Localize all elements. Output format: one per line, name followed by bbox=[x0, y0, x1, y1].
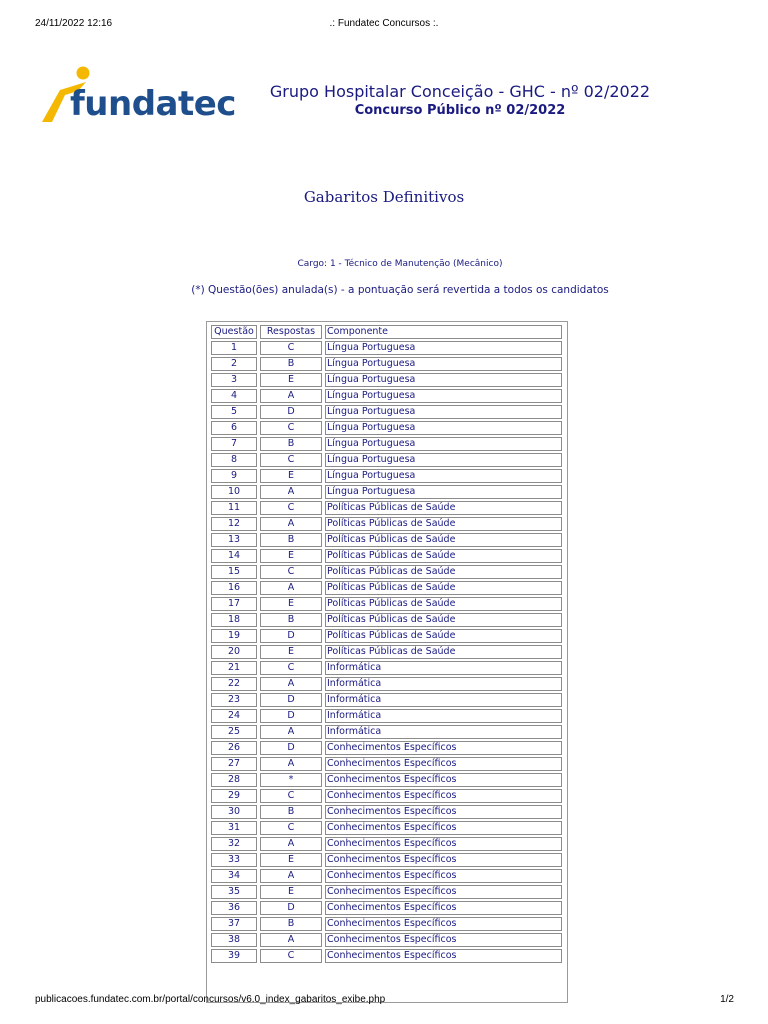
component-name: Políticas Públicas de Saúde bbox=[325, 645, 562, 659]
component-name: Língua Portuguesa bbox=[325, 341, 562, 355]
answer-letter: E bbox=[260, 373, 322, 387]
table-row bbox=[211, 917, 562, 931]
table-row bbox=[211, 373, 562, 387]
table-row bbox=[211, 821, 562, 835]
question-number: 1 bbox=[211, 341, 257, 355]
print-url: publicacoes.fundatec.com.br/portal/concursos/v6.0_index_gabaritos_exibe.php bbox=[35, 994, 386, 1005]
component-name: Políticas Públicas de Saúde bbox=[325, 581, 562, 595]
component-name: Língua Portuguesa bbox=[325, 405, 562, 419]
answer-letter: B bbox=[260, 613, 322, 627]
page-subtitle: Concurso Público nº 02/2022 bbox=[354, 103, 566, 118]
answer-letter: B bbox=[260, 805, 322, 819]
component-name: Conhecimentos Específicos bbox=[325, 837, 562, 851]
table-row bbox=[211, 597, 562, 611]
table-row bbox=[211, 677, 562, 691]
page-title: Grupo Hospitalar Conceição - GHC - nº 02/2022 bbox=[269, 82, 651, 101]
print-page-title: .: Fundatec Concursos :. bbox=[329, 18, 439, 29]
table-row bbox=[211, 405, 562, 419]
component-name: Políticas Públicas de Saúde bbox=[325, 629, 562, 643]
answer-letter: C bbox=[260, 501, 322, 515]
answer-letter: A bbox=[260, 677, 322, 691]
answer-letter: E bbox=[260, 469, 322, 483]
component-name: Políticas Públicas de Saúde bbox=[325, 533, 562, 547]
question-number: 18 bbox=[211, 613, 257, 627]
component-name: Conhecimentos Específicos bbox=[325, 933, 562, 947]
print-page-number: 1/2 bbox=[720, 994, 734, 1005]
answer-letter: * bbox=[260, 773, 322, 787]
table-row bbox=[211, 901, 562, 915]
component-name: Conhecimentos Específicos bbox=[325, 869, 562, 883]
question-number: 36 bbox=[211, 901, 257, 915]
question-number: 3 bbox=[211, 373, 257, 387]
component-name: Conhecimentos Específicos bbox=[325, 773, 562, 787]
question-number: 10 bbox=[211, 485, 257, 499]
question-number: 24 bbox=[211, 709, 257, 723]
question-number: 26 bbox=[211, 741, 257, 755]
component-name: Informática bbox=[325, 725, 562, 739]
question-number: 23 bbox=[211, 693, 257, 707]
table-row bbox=[211, 837, 562, 851]
component-name: Conhecimentos Específicos bbox=[325, 789, 562, 803]
table-row bbox=[211, 357, 562, 371]
question-number: 9 bbox=[211, 469, 257, 483]
header-questao: Questão bbox=[211, 325, 257, 339]
table-row bbox=[211, 341, 562, 355]
question-number: 20 bbox=[211, 645, 257, 659]
answers-table-frame bbox=[206, 321, 568, 1003]
answer-letter: A bbox=[260, 581, 322, 595]
table-row bbox=[211, 485, 562, 499]
question-number: 34 bbox=[211, 869, 257, 883]
answer-letter: E bbox=[260, 645, 322, 659]
answer-letter: D bbox=[260, 405, 322, 419]
cargo-label: Cargo: 1 - Técnico de Manutenção (Mecânico) bbox=[297, 259, 503, 269]
answer-letter: A bbox=[260, 725, 322, 739]
table-row bbox=[211, 933, 562, 947]
table-row bbox=[211, 549, 562, 563]
component-name: Políticas Públicas de Saúde bbox=[325, 501, 562, 515]
question-number: 29 bbox=[211, 789, 257, 803]
question-number: 13 bbox=[211, 533, 257, 547]
answer-letter: A bbox=[260, 837, 322, 851]
component-name: Políticas Públicas de Saúde bbox=[325, 613, 562, 627]
component-name: Conhecimentos Específicos bbox=[325, 917, 562, 931]
answers-table bbox=[208, 323, 565, 965]
question-number: 8 bbox=[211, 453, 257, 467]
question-number: 33 bbox=[211, 853, 257, 867]
table-row bbox=[211, 741, 562, 755]
answer-letter: C bbox=[260, 453, 322, 467]
table-row bbox=[211, 869, 562, 883]
answer-letter: D bbox=[260, 901, 322, 915]
component-name: Língua Portuguesa bbox=[325, 357, 562, 371]
component-name: Língua Portuguesa bbox=[325, 437, 562, 451]
component-name: Conhecimentos Específicos bbox=[325, 821, 562, 835]
answer-letter: C bbox=[260, 949, 322, 963]
table-row bbox=[211, 581, 562, 595]
table-header-row bbox=[211, 325, 562, 339]
answer-letter: A bbox=[260, 485, 322, 499]
table-row bbox=[211, 453, 562, 467]
component-name: Língua Portuguesa bbox=[325, 389, 562, 403]
table-row bbox=[211, 885, 562, 899]
table-row bbox=[211, 613, 562, 627]
component-name: Informática bbox=[325, 693, 562, 707]
question-number: 16 bbox=[211, 581, 257, 595]
table-row bbox=[211, 501, 562, 515]
answer-letter: D bbox=[260, 741, 322, 755]
answer-letter: D bbox=[260, 629, 322, 643]
table-row bbox=[211, 517, 562, 531]
question-number: 14 bbox=[211, 549, 257, 563]
question-number: 15 bbox=[211, 565, 257, 579]
section-title: Gabaritos Definitivos bbox=[303, 188, 465, 206]
answer-letter: B bbox=[260, 437, 322, 451]
question-number: 5 bbox=[211, 405, 257, 419]
answer-letter: D bbox=[260, 709, 322, 723]
answer-letter: A bbox=[260, 389, 322, 403]
table-row bbox=[211, 661, 562, 675]
table-row bbox=[211, 693, 562, 707]
answer-letter: C bbox=[260, 341, 322, 355]
question-number: 12 bbox=[211, 517, 257, 531]
answer-letter: C bbox=[260, 565, 322, 579]
table-row bbox=[211, 773, 562, 787]
question-number: 31 bbox=[211, 821, 257, 835]
header-componente: Componente bbox=[325, 325, 562, 339]
component-name: Informática bbox=[325, 709, 562, 723]
question-number: 6 bbox=[211, 421, 257, 435]
table-row bbox=[211, 629, 562, 643]
print-datetime: 24/11/2022 12:16 bbox=[35, 18, 113, 29]
table-row bbox=[211, 469, 562, 483]
component-name: Conhecimentos Específicos bbox=[325, 757, 562, 771]
fundatec-logo bbox=[38, 64, 236, 128]
answer-letter: A bbox=[260, 869, 322, 883]
table-row bbox=[211, 645, 562, 659]
question-number: 37 bbox=[211, 917, 257, 931]
component-name: Políticas Públicas de Saúde bbox=[325, 549, 562, 563]
question-number: 32 bbox=[211, 837, 257, 851]
table-row bbox=[211, 789, 562, 803]
title-block bbox=[250, 82, 670, 118]
answer-letter: A bbox=[260, 933, 322, 947]
question-number: 38 bbox=[211, 933, 257, 947]
answer-letter: C bbox=[260, 421, 322, 435]
answer-letter: A bbox=[260, 517, 322, 531]
table-row bbox=[211, 805, 562, 819]
answer-letter: A bbox=[260, 757, 322, 771]
header-respostas: Respostas bbox=[260, 325, 322, 339]
question-number: 22 bbox=[211, 677, 257, 691]
answer-letter: E bbox=[260, 597, 322, 611]
table-row bbox=[211, 949, 562, 963]
component-name: Informática bbox=[325, 677, 562, 691]
component-name: Políticas Públicas de Saúde bbox=[325, 517, 562, 531]
question-number: 27 bbox=[211, 757, 257, 771]
question-number: 7 bbox=[211, 437, 257, 451]
table-row bbox=[211, 757, 562, 771]
question-number: 19 bbox=[211, 629, 257, 643]
component-name: Língua Portuguesa bbox=[325, 453, 562, 467]
answer-letter: B bbox=[260, 917, 322, 931]
answer-letter: D bbox=[260, 693, 322, 707]
component-name: Conhecimentos Específicos bbox=[325, 805, 562, 819]
component-name: Língua Portuguesa bbox=[325, 373, 562, 387]
component-name: Políticas Públicas de Saúde bbox=[325, 565, 562, 579]
component-name: Conhecimentos Específicos bbox=[325, 949, 562, 963]
component-name: Língua Portuguesa bbox=[325, 421, 562, 435]
table-row bbox=[211, 725, 562, 739]
component-name: Conhecimentos Específicos bbox=[325, 853, 562, 867]
component-name: Língua Portuguesa bbox=[325, 485, 562, 499]
table-row bbox=[211, 389, 562, 403]
answer-letter: E bbox=[260, 549, 322, 563]
question-number: 25 bbox=[211, 725, 257, 739]
table-body bbox=[211, 341, 562, 963]
table-row bbox=[211, 565, 562, 579]
logo-wordmark: fundatec bbox=[70, 84, 236, 124]
question-number: 17 bbox=[211, 597, 257, 611]
answer-letter: E bbox=[260, 853, 322, 867]
question-number: 28 bbox=[211, 773, 257, 787]
component-name: Língua Portuguesa bbox=[325, 469, 562, 483]
question-number: 4 bbox=[211, 389, 257, 403]
component-name: Conhecimentos Específicos bbox=[325, 885, 562, 899]
answer-letter: E bbox=[260, 885, 322, 899]
component-name: Conhecimentos Específicos bbox=[325, 741, 562, 755]
component-name: Conhecimentos Específicos bbox=[325, 901, 562, 915]
answer-letter: C bbox=[260, 789, 322, 803]
answer-letter: C bbox=[260, 661, 322, 675]
answer-letter: B bbox=[260, 357, 322, 371]
question-number: 30 bbox=[211, 805, 257, 819]
annulled-note: (*) Questão(ões) anulada(s) - a pontuação será revertida a todos os candidatos bbox=[191, 284, 609, 296]
table-row bbox=[211, 437, 562, 451]
table-row bbox=[211, 709, 562, 723]
question-number: 35 bbox=[211, 885, 257, 899]
question-number: 39 bbox=[211, 949, 257, 963]
table-row bbox=[211, 533, 562, 547]
answer-letter: B bbox=[260, 533, 322, 547]
component-name: Informática bbox=[325, 661, 562, 675]
answer-letter: C bbox=[260, 821, 322, 835]
question-number: 21 bbox=[211, 661, 257, 675]
table-row bbox=[211, 421, 562, 435]
table-row bbox=[211, 853, 562, 867]
question-number: 11 bbox=[211, 501, 257, 515]
question-number: 2 bbox=[211, 357, 257, 371]
component-name: Políticas Públicas de Saúde bbox=[325, 597, 562, 611]
